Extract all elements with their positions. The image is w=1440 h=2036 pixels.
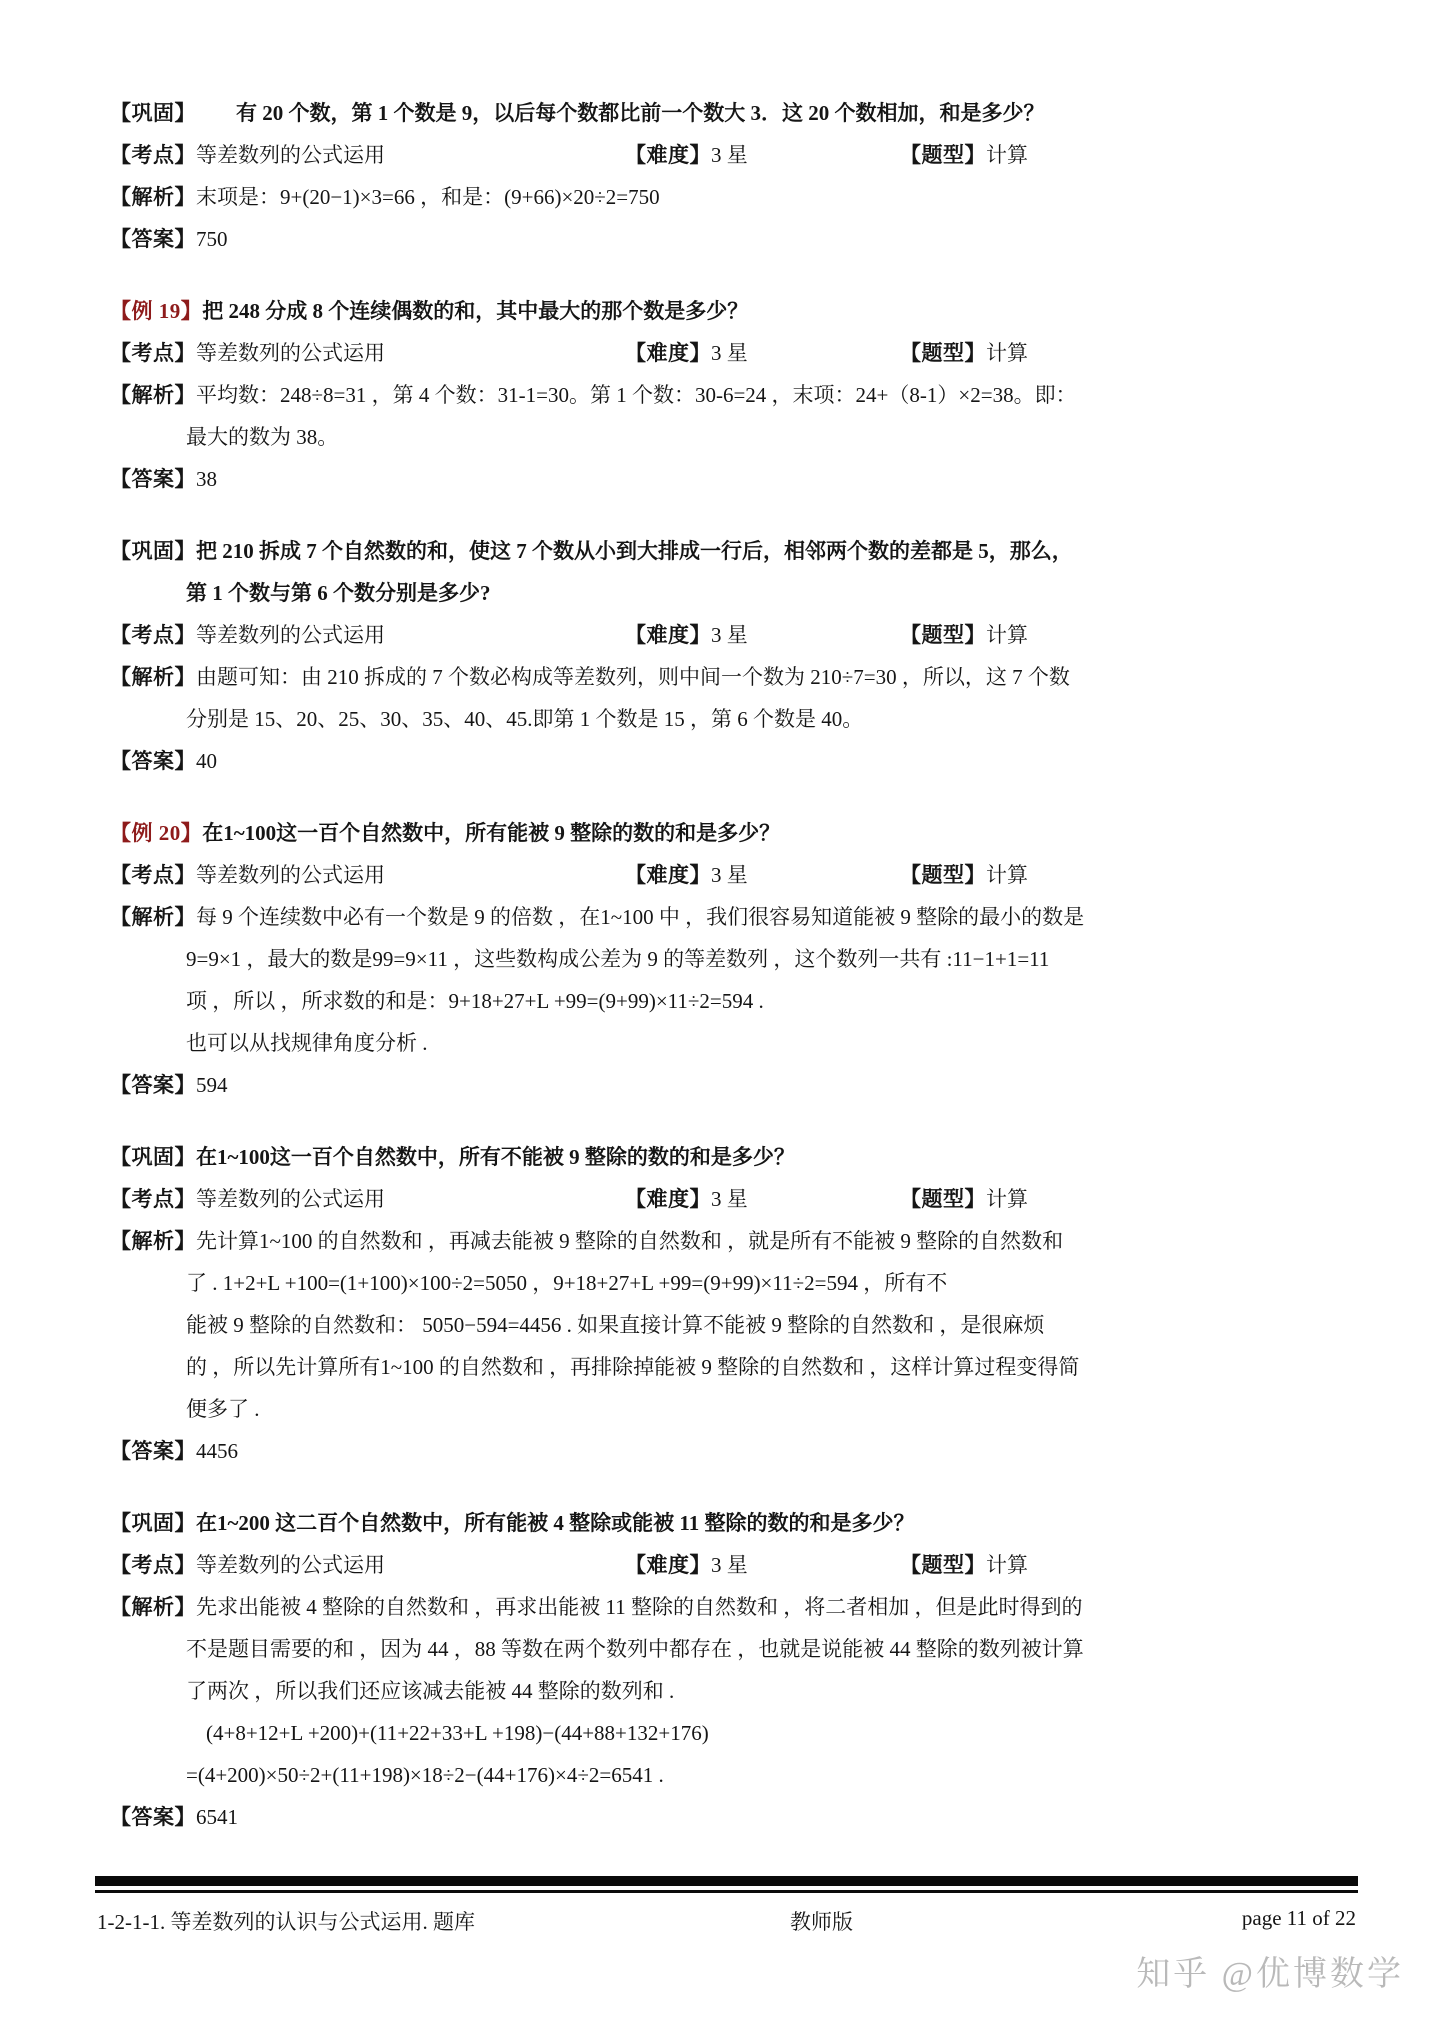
tixing-field (900, 863, 1028, 887)
tixing-field (900, 1187, 1028, 1211)
analysis-text: 末项是：9+(20−1)×3=66 ，和是：(9+66)×20÷2=750 (196, 185, 660, 209)
analysis-label: 【解析】 (110, 383, 196, 407)
answer-row (110, 1430, 1350, 1472)
answer-value: 4456 (196, 1439, 238, 1463)
analysis-text: 不是题目需要的和 ，因为 44 ，88 等数在两个数列中都存在 ，也就是说能被 44 整除的数列被计算 (186, 1637, 1084, 1661)
answer-label: 【答案】 (110, 749, 196, 773)
analysis-text: 由题可知：由 210 拆成的 7 个数必构成等差数列，则中间一个数为 210÷7=30 ，所以，这 7 个数 (196, 665, 1070, 689)
kaodian-value: 等差数列的公式运用 (196, 1553, 385, 1577)
tixing-value: 计算 (986, 1187, 1028, 1211)
nandu-value: 3 星 (711, 1553, 748, 1577)
kaodian-label: 【考点】 (110, 1553, 196, 1577)
kaodian-value: 等差数列的公式运用 (196, 623, 385, 647)
tixing-field (900, 143, 1028, 167)
meta-row (110, 854, 1350, 896)
kaodian-field (110, 134, 625, 176)
nandu-value: 3 星 (711, 1187, 748, 1211)
kaodian-value: 等差数列的公式运用 (196, 341, 385, 365)
kaodian-value: 等差数列的公式运用 (196, 143, 385, 167)
kaodian-field (110, 854, 625, 896)
answer-row (110, 1064, 1350, 1106)
problem-text: 第 1 个数与第 6 个数分别是多少? (186, 581, 491, 605)
nandu-field (625, 332, 900, 374)
analysis-text: 最大的数为 38。 (186, 425, 339, 449)
kaodian-field (110, 1178, 625, 1220)
tixing-value: 计算 (986, 341, 1028, 365)
tixing-field (900, 1553, 1028, 1577)
answer-value: 38 (196, 467, 217, 491)
analysis-text: 项 ，所以 ，所求数的和是：9+18+27+L +99=(9+99)×11÷2=594 . (186, 989, 764, 1013)
kaodian-field (110, 332, 625, 374)
nandu-field (625, 854, 900, 896)
analysis-row (110, 896, 1350, 938)
answer-row (110, 1796, 1350, 1838)
analysis-text: 也可以从找规律角度分析 . (186, 1031, 428, 1055)
problem-statement (110, 530, 1350, 572)
kaodian-value: 等差数列的公式运用 (196, 863, 385, 887)
analysis-row (110, 656, 1350, 698)
worksheet-content (110, 92, 1350, 1868)
answer-label: 【答案】 (110, 1805, 196, 1829)
nandu-label: 【难度】 (625, 341, 711, 365)
answer-value: 40 (196, 749, 217, 773)
problem-text: 在1~200 这二百个自然数中，所有能被 4 整除或能被 11 整除的数的和是多少？ (196, 1511, 915, 1535)
problem-section (110, 812, 1350, 1106)
analysis-row (110, 176, 1350, 218)
analysis-label: 【解析】 (110, 1595, 196, 1619)
analysis-row (110, 1220, 1350, 1262)
nandu-label: 【难度】 (625, 143, 711, 167)
analysis-text: 每 9 个连续数中必有一个数是 9 的倍数 ，在1~100 中 ，我们很容易知道能被 9 整除的最小的数是 (196, 905, 1085, 929)
kaodian-label: 【考点】 (110, 341, 196, 365)
answer-label: 【答案】 (110, 227, 196, 251)
analysis-label: 【解析】 (110, 185, 196, 209)
footer-rule-thick (95, 1876, 1358, 1886)
answer-label: 【答案】 (110, 467, 196, 491)
nandu-field (625, 614, 900, 656)
analysis-text: 平均数：248÷8=31 ，第 4 个数：31-1=30。第 1 个数：30-6=24 ，末项：24+（8-1）×2=38。即： (196, 383, 1077, 407)
tixing-label: 【题型】 (900, 863, 986, 887)
meta-row (110, 1544, 1350, 1586)
nandu-field (625, 1178, 900, 1220)
problem-label: 【巩固】 (110, 101, 196, 125)
footer-document-title: 1-2-1-1. 等差数列的认识与公式运用. 题库 (97, 1910, 475, 1934)
problem-text: 把 210 拆成 7 个自然数的和，使这 7 个数从小到大排成一行后，相邻两个数的差都是 5，那么， (196, 539, 1073, 563)
analysis-text: 了 . 1+2+L +100=(1+100)×100÷2=5050 ，9+18+27+L +99=(9+99)×11÷2=594 ，所有不 (186, 1271, 948, 1295)
nandu-value: 3 星 (711, 623, 748, 647)
analysis-formula: (4+8+12+L +200)+(11+22+33+L +198)−(44+88+132+176) (206, 1721, 709, 1745)
meta-row (110, 332, 1350, 374)
answer-label: 【答案】 (110, 1439, 196, 1463)
example-label: 【例 20】 (110, 821, 203, 845)
analysis-text: 了两次 ，所以我们还应该减去能被 44 整除的数列和 . (186, 1679, 675, 1703)
tixing-label: 【题型】 (900, 1187, 986, 1211)
nandu-field (625, 134, 900, 176)
analysis-label: 【解析】 (110, 665, 196, 689)
watermark-text: 知乎 @优博数学 (1136, 1956, 1404, 1993)
kaodian-value: 等差数列的公式运用 (196, 1187, 385, 1211)
problem-section (110, 530, 1350, 782)
analysis-text: 先计算1~100 的自然数和 ，再减去能被 9 整除的自然数和 ，就是所有不能被 9 整除的自然数和 (196, 1229, 1064, 1253)
problem-label: 【巩固】 (110, 539, 196, 563)
tixing-label: 【题型】 (900, 143, 986, 167)
problem-section (110, 1136, 1350, 1472)
nandu-label: 【难度】 (625, 1553, 711, 1577)
example-label: 【例 19】 (110, 299, 203, 323)
tixing-field (900, 623, 1028, 647)
meta-row (110, 614, 1350, 656)
meta-row (110, 134, 1350, 176)
tixing-field (900, 341, 1028, 365)
analysis-row (110, 374, 1350, 416)
meta-row (110, 1178, 1350, 1220)
analysis-formula: =(4+200)×50÷2+(11+198)×18÷2−(44+176)×4÷2=6541 . (186, 1763, 664, 1787)
problem-text: 把 248 分成 8 个连续偶数的和，其中最大的那个数是多少？ (202, 299, 749, 323)
problem-label: 【巩固】 (110, 1145, 196, 1169)
tixing-value: 计算 (986, 623, 1028, 647)
problem-statement (110, 812, 1350, 854)
tixing-label: 【题型】 (900, 623, 986, 647)
problem-statement (110, 1502, 1350, 1544)
tixing-label: 【题型】 (900, 341, 986, 365)
answer-value: 594 (196, 1073, 228, 1097)
kaodian-label: 【考点】 (110, 1187, 196, 1211)
nandu-label: 【难度】 (625, 1187, 711, 1211)
kaodian-field (110, 614, 625, 656)
problem-statement (110, 92, 1350, 134)
analysis-text: 先求出能被 4 整除的自然数和 ，再求出能被 11 整除的自然数和 ，将二者相加 ，但是此时得到的 (196, 1595, 1083, 1619)
nandu-label: 【难度】 (625, 623, 711, 647)
nandu-value: 3 星 (711, 341, 748, 365)
problem-section (110, 290, 1350, 500)
answer-row (110, 458, 1350, 500)
answer-value: 750 (196, 227, 228, 251)
tixing-value: 计算 (986, 863, 1028, 887)
answer-row (110, 218, 1350, 260)
kaodian-label: 【考点】 (110, 863, 196, 887)
analysis-label: 【解析】 (110, 905, 196, 929)
analysis-text: 分别是 15、20、25、30、35、40、45.即第 1 个数是 15 ，第 6 个数是 40。 (186, 707, 864, 731)
footer-page-number: page 11 of 22 (1241, 1906, 1356, 1930)
analysis-row (110, 1586, 1350, 1628)
nandu-value: 3 星 (711, 143, 748, 167)
tixing-label: 【题型】 (900, 1553, 986, 1577)
tixing-value: 计算 (986, 143, 1028, 167)
analysis-label: 【解析】 (110, 1229, 196, 1253)
kaodian-label: 【考点】 (110, 143, 196, 167)
kaodian-field (110, 1544, 625, 1586)
problem-statement (110, 290, 1350, 332)
nandu-value: 3 星 (711, 863, 748, 887)
analysis-text: 能被 9 整除的自然数和： 5050−594=4456 . 如果直接计算不能被 9 整除的自然数和 ，是很麻烦 (186, 1313, 1045, 1337)
problem-text: 有 20 个数，第 1 个数是 9，以后每个数都比前一个数大 3．这 20 个数相加，和是多少？ (236, 101, 1045, 125)
kaodian-label: 【考点】 (110, 623, 196, 647)
analysis-text: 9=9×1 ，最大的数是99=9×11 ，这些数构成公差为 9 的等差数列 ，这个数列一共有 :11−1+1=11 (186, 947, 1050, 971)
problem-text: 在1~100这一百个自然数中，所有不能被 9 整除的数的和是多少？ (196, 1145, 795, 1169)
problem-label: 【巩固】 (110, 1511, 196, 1535)
analysis-text: 便多了 . (186, 1397, 260, 1421)
problem-statement (110, 1136, 1350, 1178)
nandu-label: 【难度】 (625, 863, 711, 887)
footer-rule-thin (95, 1890, 1358, 1893)
problem-text: 在1~100这一百个自然数中，所有能被 9 整除的数的和是多少？ (202, 821, 781, 845)
footer-edition: 教师版 (790, 1910, 853, 1934)
answer-value: 6541 (196, 1805, 238, 1829)
problem-section (110, 92, 1350, 260)
tixing-value: 计算 (986, 1553, 1028, 1577)
answer-row (110, 740, 1350, 782)
problem-section (110, 1502, 1350, 1838)
analysis-text: 的 ，所以先计算所有1~100 的自然数和 ，再排除掉能被 9 整除的自然数和 ，这样计算过程变得简 (186, 1355, 1080, 1379)
answer-label: 【答案】 (110, 1073, 196, 1097)
nandu-field (625, 1544, 900, 1586)
